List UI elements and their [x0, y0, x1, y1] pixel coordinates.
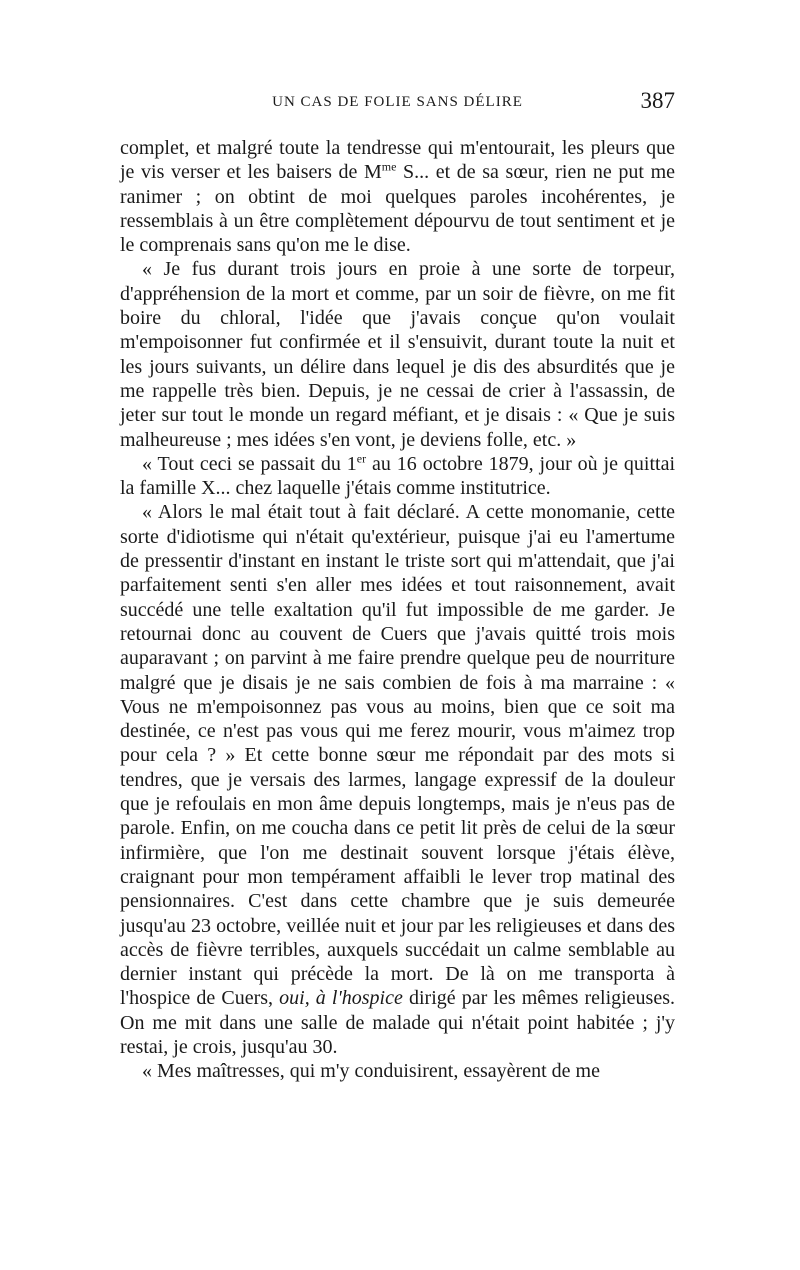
paragraph	[120, 136, 675, 257]
text-run: complet, et malgré toute la tendresse qui m'entourait, les pleurs que je vis verser et les baisers de M	[120, 137, 675, 184]
text-run: « Je fus durant trois jours en proie à une sorte de torpeur, d'appréhension de la mort et comme, par un soir de fièvre, on me fit boire du chloral, l'idée que j'avais conçue qu'on voulait m'empoisonner fut confirmée et il s'ensuivit, durant toute la nuit et les jours suivants, un délire dans lequel je dis des absurdités que je me rappelle très bien. Depuis, je ne cessai de crier à l'assassin, de jeter sur tout le monde un regard méfiant, et je disais : « Que je suis malheureuse ; mes idées s'en vont, je deviens folle, etc. »	[120, 258, 675, 451]
text-run: « Tout ceci se passait du 1	[142, 452, 357, 475]
running-head	[120, 88, 675, 122]
text-run: S... et de sa sœur, rien ne put me ranimer ; on obtint de moi quelques paroles incohérentes, je ressemblais à un être complètement dépourvu de tout sentiment et je le comprenais sans qu'on me le dise.	[120, 161, 676, 257]
paragraph	[120, 1059, 675, 1083]
text-run: « Alors le mal était tout à fait déclaré. A cette monomanie, cette sorte d'idiotisme qui n'était qu'extérieur, puisque j'ai eu l'amertume de pressentir d'instant en instant le triste sort qui m'attendait, que j'ai parfaitement senti s'en aller mes idées et tout raisonnement, avait succédé une telle exaltation qu'il fut impossible de me garder. Je retournai donc au couvent de Cuers que j'avais quitté trois mois auparavant ; on parvint à me faire prendre quelque peu de nourriture malgré que je disais je ne sais combien de fois à ma marraine : « Vous ne m'empoisonnez pas vous au moins, bien que ce soit ma destinée, ce n'est pas vous qui me ferez mourir, vous m'aimez trop pour cela ? » Et cette bonne sœur me répondait par des mots si tendres, que je versais des larmes, langage expressif de la douleur que je refoulais en mon âme depuis longtemps, mais je n'eus pas de parole. Enfin, on me coucha dans ce petit lit près de celui de la sœur infirmière, que l'on me destinait souvent lorsque j'étais élève, craignant pour mon tempérament affaibli le lever trop matinal des pensionnaires. C'est dans cette chambre que je suis demeurée jusqu'au 23 octobre, veillée nuit et jour par les religieuses et dans des accès de fièvre terribles, auxquels succédait un calme semblable au dernier instant qui précède la mort. De là on me transporta à l'hospice de Cuers,	[120, 501, 675, 1010]
book-page	[120, 88, 675, 1084]
italic-run: oui, à l'hospice	[279, 987, 403, 1010]
paragraph	[120, 452, 675, 501]
text-run: au 16 octobre 1879, jour où je quittai la famille X... chez laquelle j'étais comme institutrice.	[120, 452, 676, 500]
superscript: er	[356, 451, 367, 466]
text-run: « Mes maîtresses, qui m'y conduisirent, essayèrent de me	[142, 1060, 600, 1083]
running-title: UN CAS DE FOLIE SANS DÉLIRE	[272, 94, 523, 110]
paragraph	[120, 257, 675, 451]
body-text	[120, 136, 675, 1084]
text-run: dirigé par les mêmes religieuses. On me mit dans une salle de malade qui n'était point habitée ; j'y restai, je crois, jusqu'au 30.	[120, 987, 676, 1058]
superscript: me	[381, 159, 397, 174]
page-number: 387	[640, 88, 675, 113]
paragraph	[120, 500, 675, 1059]
